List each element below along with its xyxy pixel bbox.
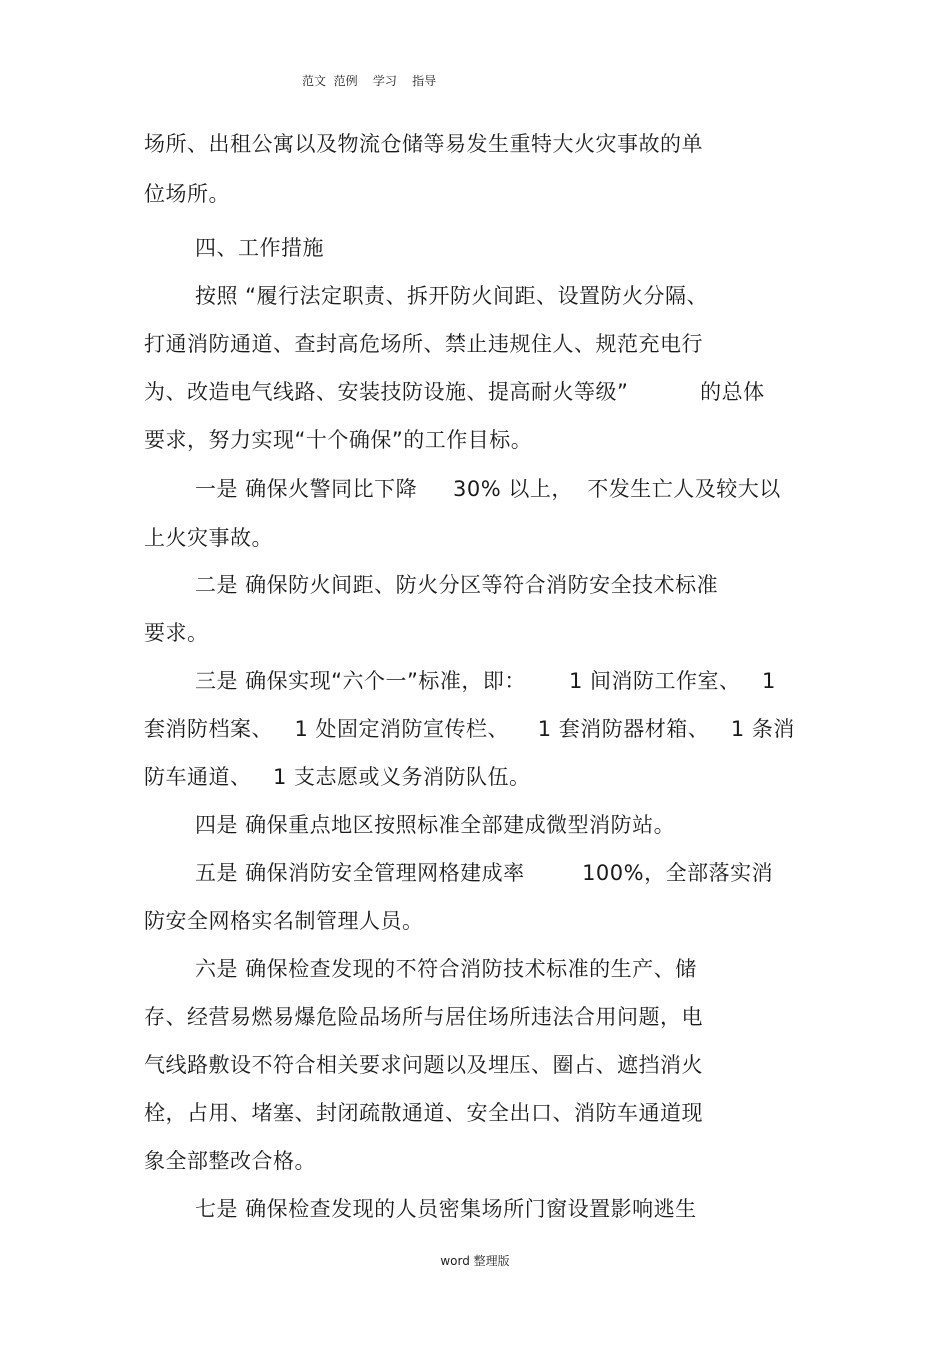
body-line: 存、经营易燃易爆危险品场所与居住场所违法合用问题，电 [144, 1005, 703, 1029]
body-line: 要求，努力实现“十个确保”的工作目标。 [144, 428, 533, 452]
body-line: 六是 确保检查发现的不符合消防技术标准的生产、储 [195, 957, 697, 981]
body-line: 一是 确保火警同比下降 30% 以上， 不发生亡人及较大以 [195, 477, 781, 501]
body-line: 场所、出租公寓以及物流仓储等易发生重特大火灾事故的单 [144, 132, 703, 156]
body-line: 七是 确保检查发现的人员密集场所门窗设置影响逃生 [195, 1197, 697, 1221]
body-line: 象全部整改合格。 [144, 1149, 316, 1173]
body-line: 要求。 [144, 621, 209, 645]
body-line: 防车通道、 1 支志愿或义务消防队伍。 [144, 765, 531, 789]
body-line: 上火灾事故。 [144, 526, 273, 550]
body-line: 三是 确保实现“六个一”标准，即： 1 间消防工作室、 1 [195, 669, 776, 693]
body-line: 为、改造电气线路、安装技防设施、提高耐火等级” 的总体 [144, 380, 765, 404]
body-line: 套消防档案、 1 处固定消防宣传栏、 1 套消防器材箱、 1 条消 [144, 717, 795, 741]
body-line: 四是 确保重点地区按照标准全部建成微型消防站。 [195, 813, 676, 837]
body-line: 按照 “履行法定职责、拆开防火间距、设置防火分隔、 [195, 284, 709, 308]
body-line: 位场所。 [144, 182, 230, 206]
body-line: 栓，占用、堵塞、封闭疏散通道、安全出口、消防车通道现 [144, 1101, 703, 1125]
body-line: 气线路敷设不符合相关要求问题以及埋压、圈占、遮挡消火 [144, 1053, 703, 1077]
section-heading: 四、工作措施 [195, 236, 324, 260]
page-header: 范文 范例 学习 指导 [302, 74, 437, 88]
body-line: 二是 确保防火间距、防火分区等符合消防安全技术标准 [195, 573, 719, 597]
body-line: 五是 确保消防安全管理网格建成率 100%，全部落实消 [195, 861, 774, 885]
body-line: 打通消防通道、查封高危场所、禁止违规住人、规范充电行 [144, 332, 703, 356]
page-footer: word 整理版 [440, 1254, 510, 1268]
body-line: 防安全网格实名制管理人员。 [144, 909, 424, 933]
